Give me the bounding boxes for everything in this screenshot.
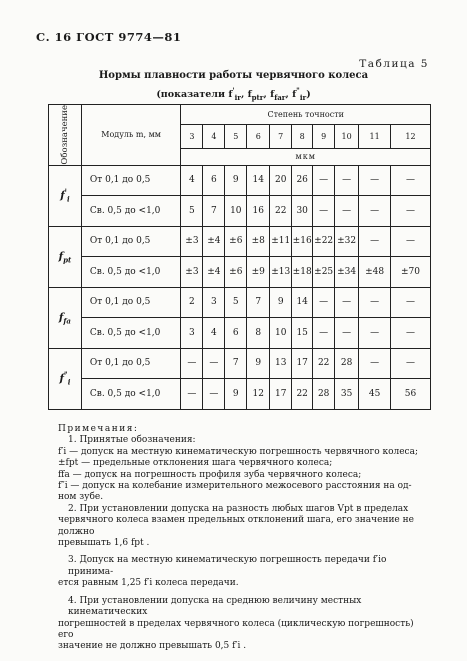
value-cell: —: [181, 348, 203, 379]
value-cell: 28: [313, 379, 335, 410]
value-cell: —: [391, 348, 431, 379]
value-cell: 45: [359, 379, 391, 410]
note-4-cont-2: значение не должно превышать 0,5 f′i .: [58, 641, 247, 652]
degree-cell: 8: [292, 124, 313, 148]
value-cell: —: [313, 165, 335, 196]
note-1-def-2: ±fpt — предельные отклонения шага червячного колеса;: [58, 458, 333, 469]
value-cell: 10: [270, 318, 292, 349]
table-row: [49, 196, 431, 227]
table-subtitle: (показатели $f'_{ir}$, $f_{ptr}$, $f_{far}$, $f^"_{ir}$): [156, 86, 311, 103]
degree-header: Степень точности: [181, 105, 431, 125]
unit-label: мкм: [181, 149, 431, 166]
value-cell: 28: [335, 348, 359, 379]
value-cell: —: [335, 287, 359, 318]
value-cell: 15: [292, 318, 313, 349]
module-cell: От 0,1 до 0,5: [81, 287, 181, 318]
degree-cell: 12: [391, 124, 431, 148]
value-cell: ±18: [292, 257, 313, 288]
value-cell: 8: [247, 318, 270, 349]
note-1-def-4: f″i — допуск на колебание измерительного межосевого расстояния на од-: [58, 481, 412, 492]
note-4-cont-1: погрешностей в пределах червячного колеса (циклическую погрешность) его: [58, 618, 414, 640]
notes-heading: Примечания:: [58, 424, 139, 434]
module-cell: Св. 0,5 до <1,0: [81, 379, 181, 410]
value-cell: 9: [225, 165, 247, 196]
notes: [58, 424, 428, 653]
value-cell: ±16: [292, 226, 313, 257]
value-cell: 5: [181, 196, 203, 227]
value-cell: ±6: [225, 226, 247, 257]
symbol-cell: $f^"_i$: [49, 348, 82, 409]
value-cell: 14: [292, 287, 313, 318]
value-cell: ±6: [225, 257, 247, 288]
symbol-cell: $f_{fa}$: [49, 287, 82, 348]
note-4: 4. При установлении допуска на среднюю величину местных кинематических: [68, 595, 362, 618]
value-cell: —: [203, 348, 225, 379]
module-cell: Св. 0,5 до <1,0: [81, 196, 181, 227]
value-cell: 13: [270, 348, 292, 379]
value-cell: 7: [225, 348, 247, 379]
value-cell: 12: [247, 379, 270, 410]
note-2-cont-2: превышать 1,6 fpt .: [58, 538, 150, 549]
table-row: [49, 287, 431, 318]
value-cell: 6: [225, 318, 247, 349]
table-row: [49, 318, 431, 349]
module-cell: От 0,1 до 0,5: [81, 348, 181, 379]
designation-header: Обозначение: [49, 105, 82, 166]
value-cell: 22: [270, 196, 292, 227]
value-cell: 9: [247, 348, 270, 379]
value-cell: —: [391, 196, 431, 227]
note-3: 3. Допуск на местную кинематическую погрешность передачи f′io принима-: [68, 555, 387, 577]
value-cell: —: [203, 379, 225, 410]
symbol-cell: $f'_i$: [49, 165, 82, 226]
value-cell: ±3: [181, 257, 203, 288]
value-cell: 35: [335, 379, 359, 410]
value-cell: —: [391, 318, 431, 349]
value-cell: 56: [391, 379, 431, 410]
value-cell: 5: [225, 287, 247, 318]
note-1-def-1: f′i — допуск на местную кинематическую погрешность червячного колеса;: [58, 446, 418, 457]
value-cell: ±70: [391, 257, 431, 288]
value-cell: —: [391, 287, 431, 318]
value-cell: 7: [203, 196, 225, 227]
degree-cell: 9: [313, 124, 335, 148]
degree-cell: 7: [270, 124, 292, 148]
value-cell: 3: [203, 287, 225, 318]
value-cell: 4: [181, 165, 203, 196]
table-row: [49, 165, 431, 196]
degree-cell: 5: [225, 124, 247, 148]
value-cell: 9: [270, 287, 292, 318]
subtitle-symbol: $f^"_{ir}$: [292, 86, 307, 103]
value-cell: 10: [225, 196, 247, 227]
accuracy-table: [48, 104, 431, 410]
degree-cell: 10: [335, 124, 359, 148]
value-cell: ±25: [313, 257, 335, 288]
subtitle-symbol: $f'_{ir}$: [228, 86, 241, 103]
value-cell: ±9: [247, 257, 270, 288]
value-cell: —: [313, 287, 335, 318]
table-row: [49, 257, 431, 288]
value-cell: 30: [292, 196, 313, 227]
value-cell: ±34: [335, 257, 359, 288]
value-cell: ±11: [270, 226, 292, 257]
value-cell: —: [335, 165, 359, 196]
value-cell: 16: [247, 196, 270, 227]
note-1-def-3: ffa — допуск на погрешность профиля зуба червячного колеса;: [58, 469, 362, 480]
page-header: С. 16 ГОСТ 9774—81: [36, 30, 182, 44]
degree-cell: 3: [181, 124, 203, 148]
value-cell: —: [359, 226, 391, 257]
value-cell: ±4: [203, 226, 225, 257]
degree-cell: 4: [203, 124, 225, 148]
subtitle-symbol: $f_{ptr}$: [247, 89, 264, 103]
value-cell: 14: [247, 165, 270, 196]
value-cell: —: [335, 196, 359, 227]
value-cell: —: [359, 348, 391, 379]
table-title: Нормы плавности работы червячного колеса: [98, 70, 369, 81]
value-cell: —: [313, 196, 335, 227]
value-cell: ±4: [203, 257, 225, 288]
module-cell: Св. 0,5 до <1,0: [81, 257, 181, 288]
value-cell: ±13: [270, 257, 292, 288]
value-cell: —: [359, 287, 391, 318]
table-label: Таблица 5: [359, 58, 429, 70]
module-cell: От 0,1 до 0,5: [81, 226, 181, 257]
value-cell: ±8: [247, 226, 270, 257]
value-cell: ±32: [335, 226, 359, 257]
subtitle-symbol: $f_{far}$: [270, 89, 286, 103]
value-cell: —: [335, 318, 359, 349]
value-cell: 4: [203, 318, 225, 349]
value-cell: ±22: [313, 226, 335, 257]
table-row: [49, 226, 431, 257]
value-cell: —: [359, 196, 391, 227]
value-cell: —: [359, 165, 391, 196]
degree-cell: 11: [359, 124, 391, 148]
value-cell: 22: [313, 348, 335, 379]
note-1: 1. Принятые обозначения:: [68, 435, 196, 446]
note-1-def-4-cont: ном зубе.: [58, 492, 104, 503]
value-cell: —: [391, 165, 431, 196]
value-cell: 22: [292, 379, 313, 410]
table-row: [49, 348, 431, 379]
symbol-cell: $f_{pt}$: [49, 226, 82, 287]
degree-cell: 6: [247, 124, 270, 148]
value-cell: 2: [181, 287, 203, 318]
note-2-cont-1: червячного колеса взамен предельных отклонений шага, его значение не должно: [58, 515, 414, 537]
value-cell: ±3: [181, 226, 203, 257]
value-cell: 20: [270, 165, 292, 196]
value-cell: ±48: [359, 257, 391, 288]
note-3-cont: ется равным 1,25 f′i колеса передачи.: [58, 578, 239, 589]
value-cell: 26: [292, 165, 313, 196]
value-cell: 6: [203, 165, 225, 196]
table-row: [49, 379, 431, 410]
module-cell: От 0,1 до 0,5: [81, 165, 181, 196]
value-cell: 7: [247, 287, 270, 318]
value-cell: 17: [270, 379, 292, 410]
module-cell: Св. 0,5 до <1,0: [81, 318, 181, 349]
value-cell: —: [313, 318, 335, 349]
value-cell: —: [359, 318, 391, 349]
note-2: 2. При установлении допуска на разность любых шагов Vpt в пределах: [68, 503, 409, 514]
value-cell: 17: [292, 348, 313, 379]
module-header: Модуль m, мм: [81, 105, 181, 166]
value-cell: —: [391, 226, 431, 257]
value-cell: —: [181, 379, 203, 410]
value-cell: 3: [181, 318, 203, 349]
value-cell: 9: [225, 379, 247, 410]
